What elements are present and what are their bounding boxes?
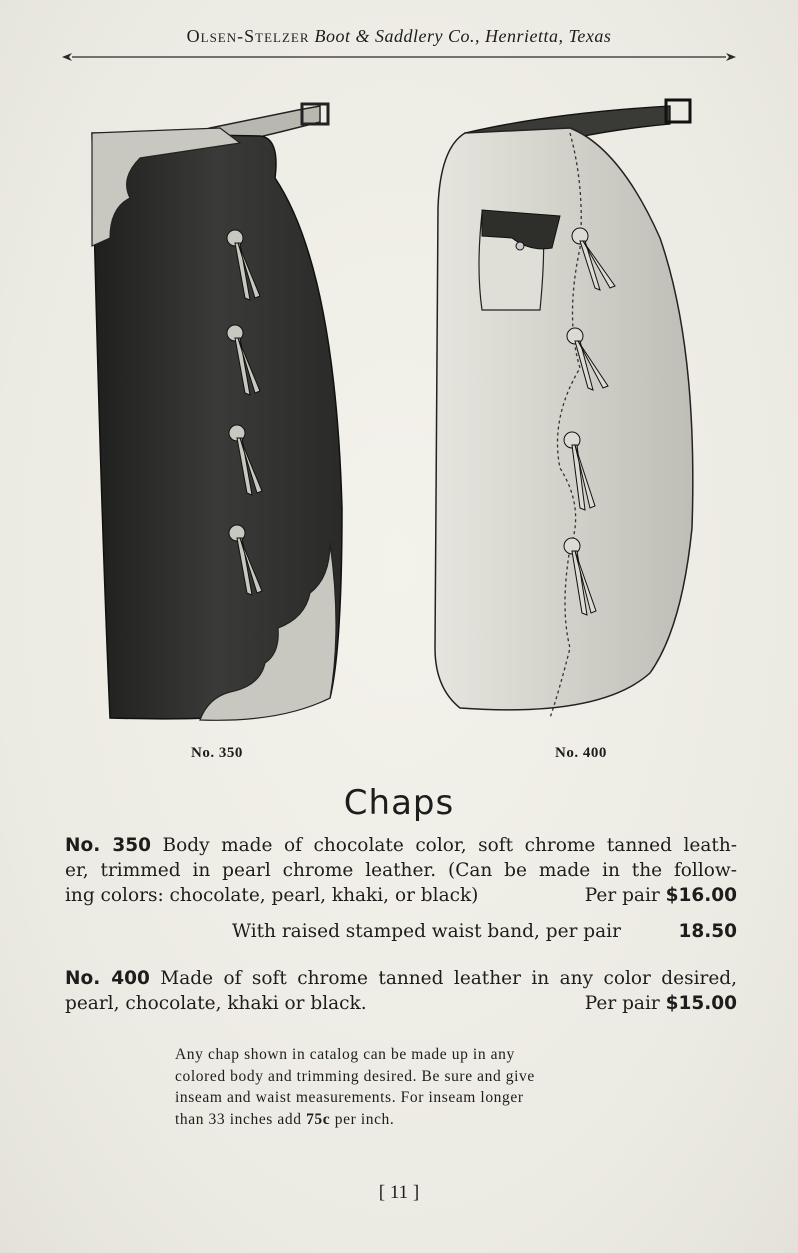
caption-350: No. 350 (191, 745, 243, 761)
page-number: [ 11 ] (378, 1182, 420, 1203)
item-400-description (65, 966, 737, 1016)
item-400-line1: No. 400 Made of soft chrome tanned leather in any color desired, (65, 968, 737, 989)
ordering-note: Any chap shown in catalog can be made up in any colored body and trimming desired. Be sure and give inseam and waist measurements. For inseam longer than 33 inches add 75c per inch. (175, 1046, 535, 1128)
item-400-price: Per pair $15.00 (584, 993, 737, 1014)
item-350-line3: ing colors: chocolate, pearl, khaki, or black) Per pair $16.00 (65, 885, 737, 906)
item-350-price: Per pair $16.00 (584, 885, 737, 906)
chap-350-illustration (80, 88, 410, 738)
option-text: With raised stamped waist band, per pair (232, 921, 621, 942)
item-350-line2: er, trimmed in pearl chrome leather. (Can be made in the follow- (65, 860, 737, 881)
item-350-line1: No. 350 Body made of chocolate color, soft chrome tanned leath- (65, 835, 738, 856)
item-400-number: No. 400 (65, 968, 150, 989)
page-header (0, 26, 798, 47)
chap-400-illustration (420, 88, 750, 738)
caption-400: No. 400 (555, 745, 607, 761)
company-location: Boot & Saddlery Co., Henrietta, Texas (314, 26, 612, 46)
section-title: Chaps (343, 783, 455, 823)
header-rule (62, 50, 736, 64)
option-price: 18.50 (678, 921, 737, 942)
item-400-line2: pearl, chocolate, khaki or black. Per pair $15.00 (65, 993, 737, 1014)
company-name: Olsen-Stelzer (186, 26, 310, 46)
item-350-number: No. 350 (65, 835, 151, 856)
item-350-option (232, 921, 737, 942)
item-350-description (65, 833, 737, 908)
